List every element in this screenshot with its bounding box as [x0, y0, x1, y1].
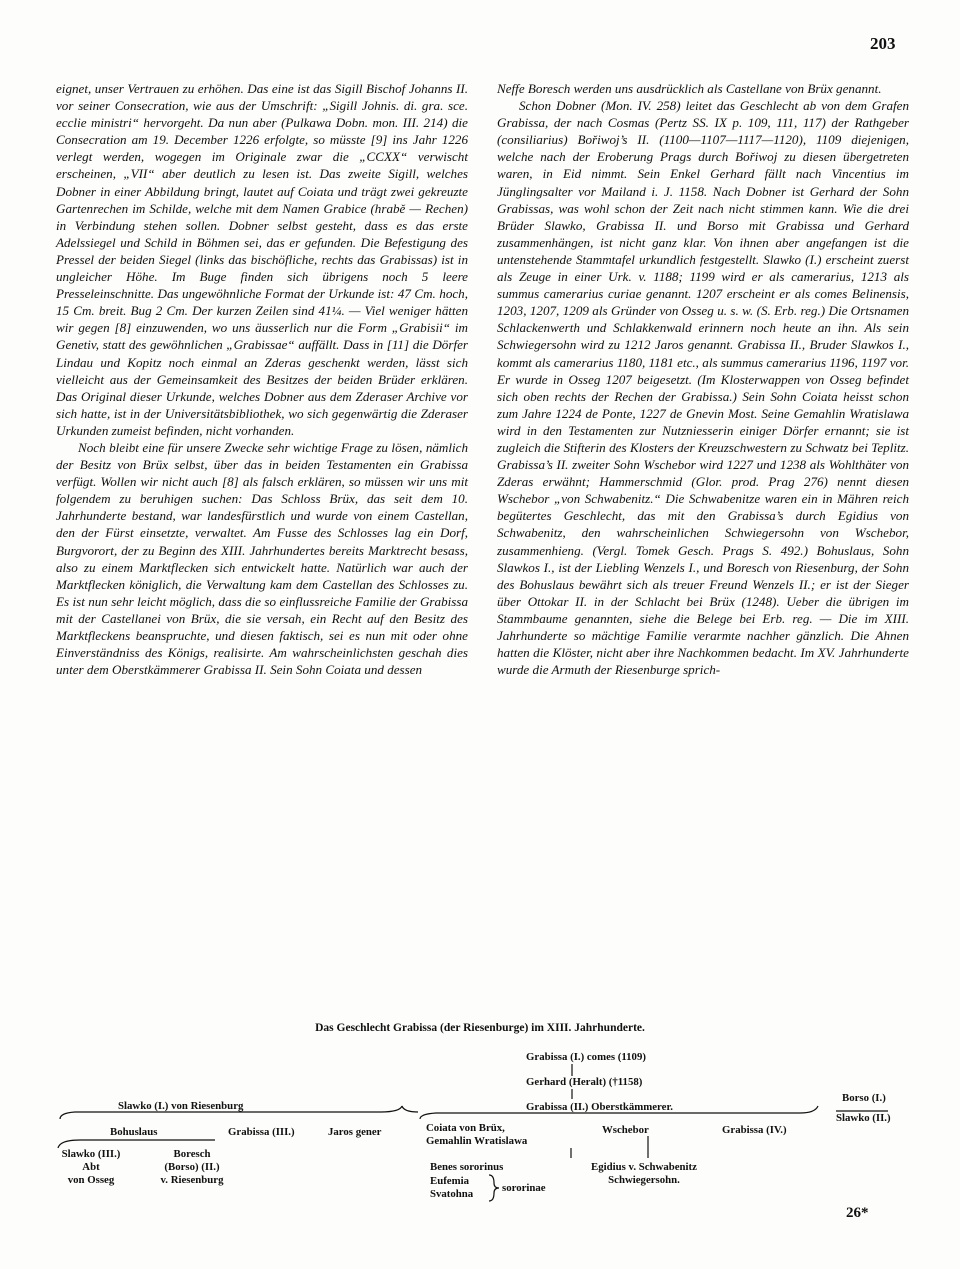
tree-brace [402, 1106, 418, 1112]
node-slawko-iii [56, 1148, 126, 1187]
paragraph: Neffe Boresch werden uns ausdrücklich als Castellane von Brüx genannt. [497, 81, 882, 96]
node-benes: Benes sororinus [430, 1161, 504, 1173]
node-coiata [426, 1122, 527, 1148]
node-sororinae: sororinae [502, 1182, 546, 1194]
paragraph: Schon Dobner (Mon. IV. 258) leitet das Geschlecht ab von dem Grafen Grabissa, der nach Cosmas (Pertz SS. IX p. 109, 111, 117) der Rathgeber (consiliarius) Bořiwoj’s II. (1100—1107—1117—1120), 1109 diejenigen, welche nach der Eroberung Prags durch Bořiwoj zu diesen übergetreten waren, in Eid nimmt. Sein Enkel Gerhard fällt nach Vincentius im Jünglingsalter vor Mailand i. J. 1158. Nach Dobner ist Gerhard der Sohn Grabissas, was wohl schon der Zeit nach nicht stimmen kann. Wie die drei Brüder Slawko, Grabissa II. und Borso mit Grabissa und Gerhard zusammenhängen, ist nicht ganz klar. Von ihnen aber angefangen ist die untenstehende Stammtafel urkundlich festgestellt. Slawko (I.) erscheint zuerst als Zeuge in einer Urk. v. 1188; 1199 wird er als camerarius, 1213 als summus camerarius curiae genannt. 1207 erscheint er als comes Belinensis, 1203, 1207, 1209 als Gründer von Osseg u. s. w. (S. Erb. reg.) Die Ortsnamen Schlackenwerth und Schlakkenwald erinnern noch heute an ihn. Als sein Schwiegersohn wird zu 1212 Jaros genannt. Grabissa II., Bruder Slawkos I., kommt als camerarius 1180, 1181 etc., als summus camerarius 1196, 1197 vor. Er wurde in Osseg 1207 beigesetzt. (Im Klosterwappen von Osseg befindet sich oben rechts der Rechen der Grabissa.) Sein Sohn Coiata heisst schon zum Jahre 1224 de Ponte, 1227 de Gnevin Most. Seine Gemahlin Wratislawa wird in den Testamenten zur Nutzniesserin einiger Dörfer ernannt; sie ist zugleich die Stifterin des Klosters der Kreuzschwestern zu Schwatz bei Teplitz. Grabissa’s II. zweiter Sohn Wschebor wird 1227 und 1238 als Wohlthäter von Zderas erwähnt; Hammerschmid (Glor. prod. Prag 276) nennt diesen Wschebor „von Schwabenitz.“ Die Schwabenitze waren ein in Mähren reich begütertes Geschlecht, das mit den Grabissa’s durch Egidius von Schwabenitz, den wahrscheinlichen Schwiegersohn von Wschebor, zusammenhieng. (Vergl. Tomek Gesch. Prags S. 492.) Bohuslaus, Sohn Slawkos I., ist der Liebling Wenzels I., und Boresch von Riesenburg, der Sohn des Bohuslaus bewährt sich als treuer Freund Wenzels II.; er ist der Sieger über Ottokar II. in der Schlacht bei Brüx (1248). Ueber die übrigen im Stammbaume genannten, siehe die Belege bei Erb. reg. — Die im XIII. Jahrhunderte so mächtige Familie verarmte nachher gänzlich. Die Ahnen hatten die Klöster, nicht aber ihre Nachkommen bedacht. Im XV. Jahrhunderte wurde die Armuth der Riesenburge sprich- [497, 98, 909, 678]
node-line: Schwiegersohn. [608, 1174, 680, 1186]
node-gerhard: Gerhard (Heralt) (†1158) [526, 1076, 643, 1088]
signature-mark: 26* [846, 1205, 869, 1221]
node-line: Egidius v. Schwabenitz [591, 1161, 697, 1173]
node-line: Svatohna [430, 1188, 474, 1200]
node-borso-i: Borso (I.) [842, 1092, 886, 1104]
node-line: v. Riesenburg [160, 1174, 224, 1186]
node-line: Abt [82, 1161, 100, 1173]
node-egidius [564, 1161, 724, 1187]
paragraph: Noch bleibt eine für unsere Zwecke sehr wichtige Frage zu lösen, nämlich der Besitz von Brüx selbst, über das in beiden Testamenten ein Grabissa verfügt. Wollen wir nicht auch [8] als falsch erklären, so müssen wir uns mit folgendem zu beruhigen suchen: Das Schloss Brüx, das seit dem 10. Jahrhunderte bestand, war landesfürstlich und wurde von einem Castellan, den der Fürst einsetzte, verwaltet. Am Fusse des Schlosses lag ein Dorf, Burgvorort, der zu Beginn des XIII. Jahrhundertes bereits Marktrecht besass, also zu einem Marktflecken sich entwickelt hatte. Natürlich war auch der Marktflecken königlich, die Verwaltung kam dem Castellan des Schlosses zu. Es ist nun sehr leicht möglich, dass die so einflussreiche Familie der Grabissa mit der Castellanei von Brüx, die sie versah, ein Recht auf den Besitz des Marktfleckens beanspruchte, und diesen faktisch, sei es nun mit oder ohne Einverständniss des Königs, realisirte. Am wahrscheinlichsten geschah dies unter dem Oberstkämmerer Grabissa II. Sein Sohn Coiata und dessen [56, 439, 468, 678]
node-eufemia-svatohna [430, 1175, 473, 1201]
family-tree-title: Das Geschlecht Grabissa (der Riesenburge) im XIII. Jahrhunderte. [315, 1022, 645, 1034]
node-wschebor: Wschebor [602, 1124, 649, 1136]
node-line: Eufemia [430, 1175, 469, 1187]
paragraph: eignet, unser Vertrauen zu erhöhen. Das eine ist das Sigill Bischof Johanns II. vor seiner Consecration, wie aus der Umschrift: „Sigill Johnis. di. gra. sce. ecclie ministri“ hervorgeht. Da nun aber (Pulkawa Dobn. mon. III. 214) die Consecration am 19. December 1226 erfolgte, so müsste [9] ins Jahr 1226 verlegt werden, wogegen im Originale zwar die „CCXX“ verwischt erscheinen, „VII“ aber deutlich zu lesen ist. Das zweite Sigill, welches Dobner in einer Abbildung bringt, lautet auf Coiata und trägt zwei gekreuzte Gartenrechen im Schilde, welche mit dem Namen Grabice (hrabě — Rechen) in Verbindung stehen sollen. Dobner selbst gesteht, dass es das erste Adelssiegel und Schild in Böhmen sei, das er gefunden. Die Befestigung des Pressel der beiden Siegel (links das bischöfliche, rechts das Grabissas) ist in ungleicher Höhe. Im Buge finden sich übrigens noch 5 leere Presseleinschnitte. Das ungewöhnliche Format der Urkunde ist: 47 Cm. hoch, 15 Cm. breit. Bug 2 Cm. Der kurzen Zeilen sind 41¼. — Viel weniger hätten wir gegen [8] einzuwenden, wo uns äusserlich nur die Form „Grabisii“ im Genetiv, statt des gewöhnlichen „Grabissae“ auffällt. Dass in [11] die Dörfer Lindau und Kopitz noch einmal an Zderas geschenkt werden, lässt sich vielleicht aus der Gemeinsamkeit des Besitzes der beiden Brüder erklären. Das Original dieser Urkunde, welches Dobner aus dem Zderaser Archive vor sich hatte, ist in der Universitätsbibliothek, wo sich gegenwärtig die Zderaser Urkunden zumeist befinden, nicht vorhanden. [56, 81, 468, 438]
node-boresch [146, 1148, 238, 1187]
node-line: von Osseg [67, 1174, 115, 1186]
page-number: 203 [870, 34, 896, 53]
node-grabissa-iv: Grabissa (IV.) [722, 1124, 787, 1136]
node-line: Boresch [173, 1148, 211, 1160]
tree-brace [489, 1175, 499, 1201]
node-slawko-ii: Slawko (II.) [836, 1112, 891, 1124]
node-grabissa-iii: Grabissa (III.) [228, 1126, 295, 1138]
node-slawko-i: Slawko (I.) von Riesenburg [118, 1100, 244, 1112]
node-grabissa-i: Grabissa (I.) comes (1109) [526, 1051, 646, 1063]
tree-brace [58, 1140, 215, 1148]
node-line: (Borso) (II.) [164, 1161, 220, 1173]
node-line: Gemahlin Wratislawa [426, 1135, 528, 1147]
node-jaros: Jaros gener [328, 1126, 382, 1138]
node-line: Coiata von Brüx, [426, 1122, 505, 1134]
node-line: Slawko (III.) [61, 1148, 121, 1160]
node-bohuslaus: Bohuslaus [110, 1126, 158, 1138]
node-grabissa-ii: Grabissa (II.) Oberstkämmerer. [526, 1101, 673, 1113]
